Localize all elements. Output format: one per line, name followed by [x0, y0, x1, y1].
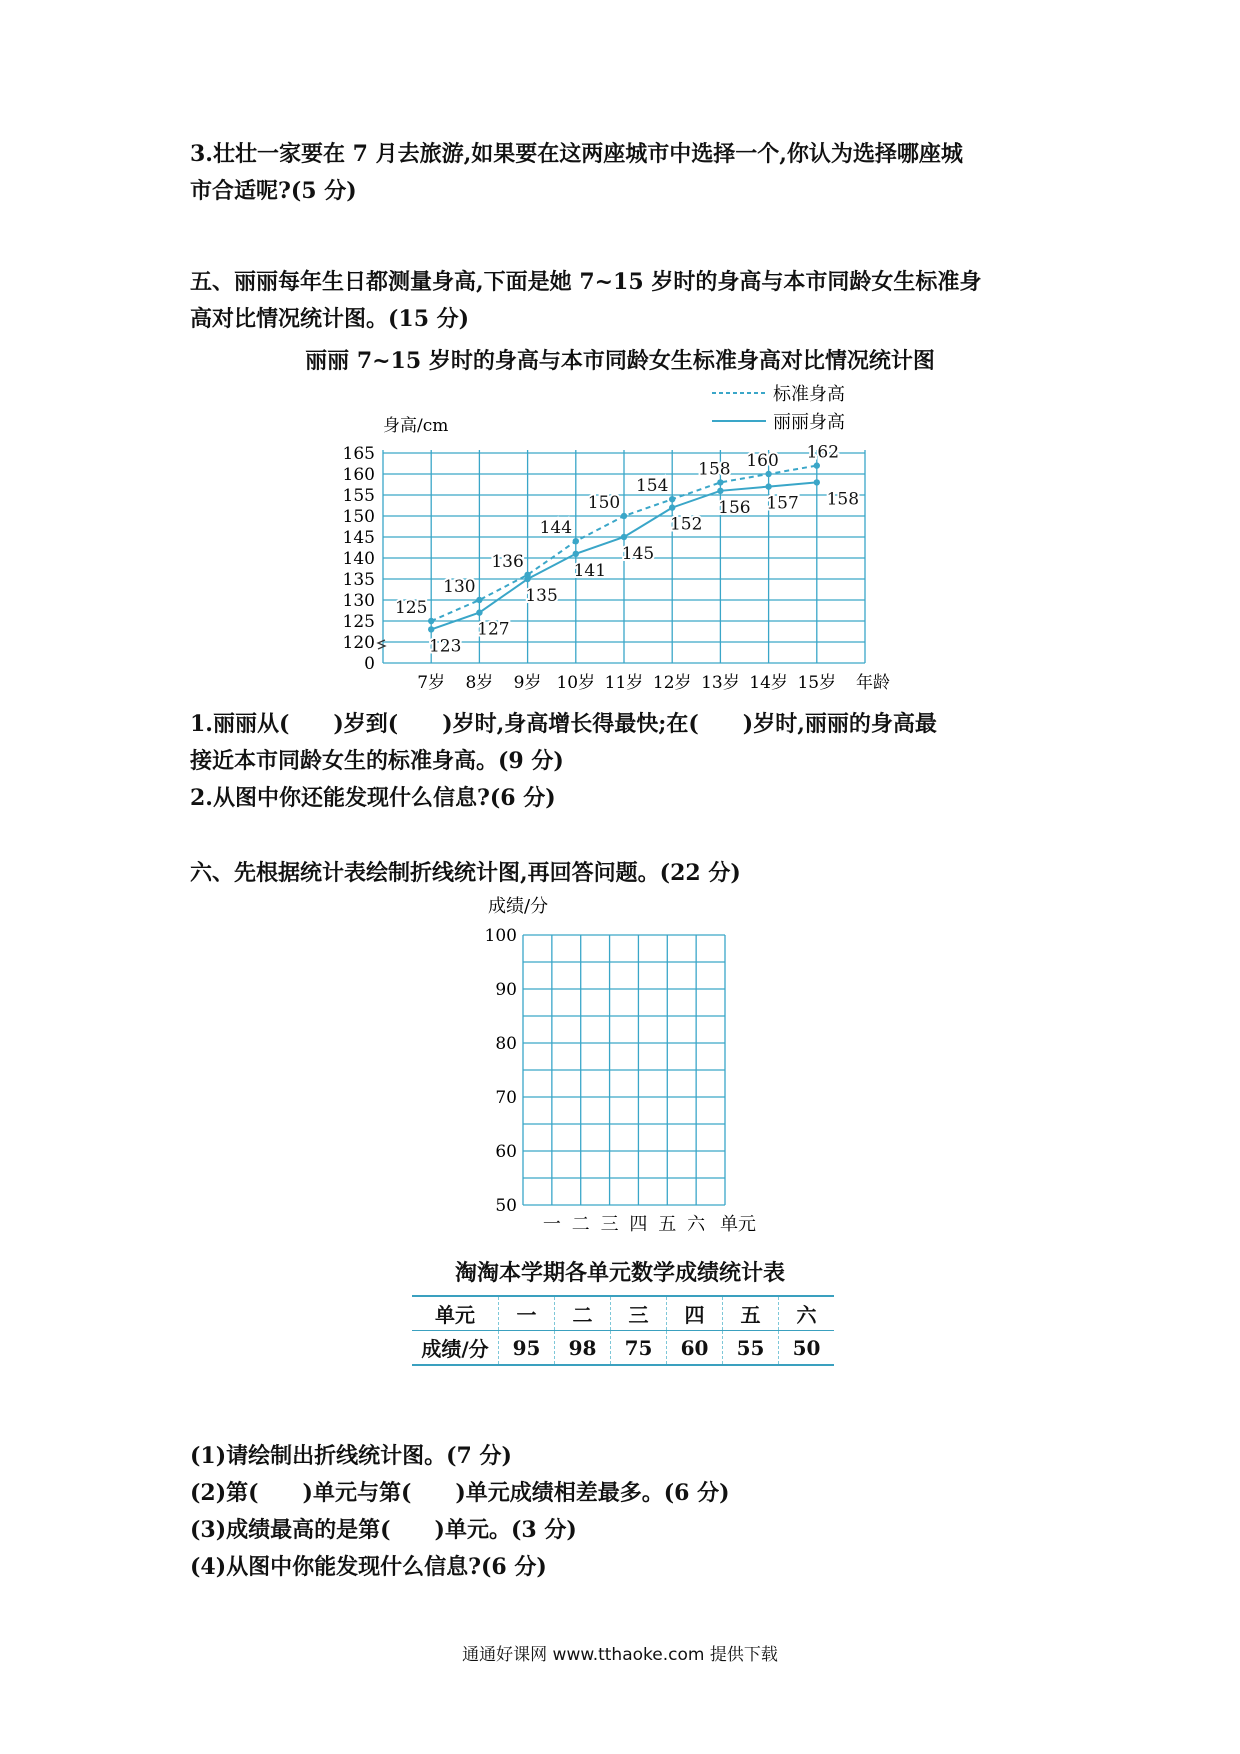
legend-label-standard: 标准身高 — [773, 384, 845, 405]
y-tick-label: 140 — [342, 549, 375, 569]
score-cell: 50 — [779, 1331, 835, 1366]
y-tick-label: 130 — [342, 591, 375, 611]
standard-height-label: 144 — [539, 518, 573, 539]
section-5-question-1-line1: 1.丽丽从( )岁到( )岁时,身高增长得最快;在( )岁时,丽丽的身高最 — [190, 711, 937, 737]
x-tick-label: 12岁 — [652, 673, 692, 693]
section-6-question-4: (4)从图中你能发现什么信息?(6 分) — [190, 1554, 547, 1580]
y-tick-label: 80 — [495, 1034, 517, 1054]
x-tick-label: 9岁 — [513, 673, 542, 693]
lili-height-point — [669, 504, 675, 510]
score-cell: 60 — [667, 1331, 723, 1366]
x-tick-label: 8岁 — [465, 673, 494, 693]
lili-height-label: 156 — [718, 497, 751, 518]
standard-height-point — [669, 496, 675, 502]
question-3-line1: 3.壮壮一家要在 7 月去旅游,如果要在这两座城市中选择一个,你认为选择哪座城 — [190, 141, 963, 167]
lili-height-point — [428, 626, 434, 632]
standard-height-point — [476, 597, 482, 603]
score-cell: 55 — [723, 1331, 779, 1366]
standard-height-point — [621, 513, 627, 519]
unit-header-cell: 五 — [723, 1296, 779, 1331]
x-tick-label: 10岁 — [556, 673, 596, 693]
standard-height-label: 158 — [698, 459, 731, 480]
lili-height-label: 123 — [428, 636, 462, 657]
score-chart — [0, 880, 1240, 1240]
x-tick-label: 三 — [600, 1214, 619, 1235]
lili-height-point — [765, 483, 771, 489]
x-axis-title: 年龄 — [856, 673, 890, 693]
y-tick-label: 50 — [495, 1196, 517, 1216]
standard-height-label: 162 — [806, 442, 840, 463]
y-tick-label: 155 — [342, 486, 375, 506]
lili-height-label: 127 — [477, 619, 510, 640]
lili-height-label: 135 — [525, 586, 558, 606]
x-tick-label: 7岁 — [417, 673, 446, 693]
x-tick-label: 11岁 — [604, 673, 644, 693]
lili-height-label: 152 — [669, 514, 703, 535]
footer-credit: 通通好课网 www.tthaoke.com 提供下载 — [462, 1645, 778, 1665]
lili-height-point — [524, 576, 530, 582]
score-table-header-label: 单元 — [412, 1296, 499, 1331]
y-tick-label: 0 — [364, 654, 375, 674]
unit-header-cell: 四 — [667, 1296, 723, 1331]
y-tick-label: 145 — [342, 528, 375, 548]
score-cell: 95 — [499, 1331, 555, 1366]
x-tick-label: 15岁 — [797, 673, 837, 693]
y-tick-label: 150 — [342, 507, 375, 527]
y-tick-label: 90 — [495, 980, 517, 1000]
standard-height-point — [717, 479, 723, 485]
score-table — [412, 1295, 834, 1366]
lili-height-label: 141 — [573, 560, 607, 581]
x-axis-title: 单元 — [720, 1214, 756, 1235]
section-5-question-1-line2: 接近本市同龄女生的标准身高。(9 分) — [190, 748, 564, 774]
section-5-line2: 高对比情况统计图。(15 分) — [190, 306, 470, 332]
height-chart-title: 丽丽 7~15 岁时的身高与本市同龄女生标准身高对比情况统计图 — [305, 348, 935, 374]
lili-height-label: 157 — [766, 493, 799, 514]
y-axis-title: 身高/cm — [383, 416, 449, 436]
lili-height-point — [814, 479, 820, 485]
score-cell: 98 — [555, 1331, 611, 1366]
section-5-line1: 五、丽丽每年生日都测量身高,下面是她 7~15 岁时的身高与本市同龄女生标准身 — [190, 269, 982, 295]
score-table-header-row — [412, 1296, 834, 1331]
standard-height-point — [428, 618, 434, 624]
lili-height-point — [573, 551, 579, 557]
standard-height-label: 154 — [635, 476, 669, 497]
x-tick-label: 二 — [571, 1214, 590, 1235]
section-5-question-1 — [190, 706, 1070, 780]
standard-height-point — [573, 538, 579, 544]
y-axis-title: 成绩/分 — [488, 896, 549, 917]
y-tick-label: 120 — [342, 633, 375, 653]
lili-height-label: 158 — [826, 489, 860, 510]
y-tick-label: 135 — [342, 570, 375, 590]
section-6-question-3: (3)成绩最高的是第( )单元。(3 分) — [190, 1517, 577, 1543]
standard-height-label: 150 — [587, 493, 621, 513]
lili-height-point — [621, 534, 627, 540]
standard-height-label: 160 — [746, 451, 779, 471]
y-tick-label: 165 — [342, 444, 375, 464]
x-tick-label: 六 — [687, 1214, 706, 1235]
unit-header-cell: 六 — [779, 1296, 835, 1331]
x-tick-label: 四 — [629, 1214, 648, 1235]
y-tick-label: 100 — [484, 926, 517, 946]
standard-height-label: 130 — [443, 577, 476, 597]
section-6-question-1: (1)请绘制出折线统计图。(7 分) — [190, 1443, 512, 1469]
lili-height-point — [476, 609, 482, 615]
section-6-heading: 六、先根据统计表绘制折线统计图,再回答问题。(22 分) — [190, 860, 741, 886]
section-5-question-2: 2.从图中你还能发现什么信息?(6 分) — [190, 785, 556, 811]
question-3-line2: 市合适呢?(5 分) — [190, 178, 357, 204]
x-tick-label: 五 — [658, 1214, 677, 1235]
standard-height-point — [814, 462, 820, 468]
x-tick-label: 14岁 — [749, 673, 788, 693]
unit-header-cell: 三 — [611, 1296, 667, 1331]
y-tick-label: 160 — [342, 465, 375, 485]
standard-height-point — [765, 471, 771, 477]
section-6-question-2: (2)第( )单元与第( )单元成绩相差最多。(6 分) — [190, 1480, 730, 1506]
y-tick-label: 60 — [495, 1142, 517, 1162]
x-tick-label: 13岁 — [701, 673, 740, 693]
y-tick-label: 70 — [495, 1088, 517, 1108]
score-table-row-label: 成绩/分 — [421, 1337, 489, 1361]
lili-height-point — [717, 488, 723, 494]
legend-label-lili: 丽丽身高 — [773, 412, 845, 433]
score-table-title: 淘淘本学期各单元数学成绩统计表 — [454, 1260, 785, 1286]
unit-header-cell: 二 — [555, 1296, 611, 1331]
unit-header-cell: 一 — [499, 1296, 555, 1331]
x-tick-label: 一 — [542, 1214, 561, 1235]
standard-height-label: 125 — [394, 598, 428, 618]
lili-height-label: 145 — [621, 544, 655, 564]
standard-height-label: 136 — [491, 551, 524, 572]
score-table-score-row — [412, 1331, 834, 1366]
height-chart — [0, 0, 1240, 700]
score-cell: 75 — [611, 1331, 667, 1366]
y-tick-label: 125 — [342, 612, 375, 632]
